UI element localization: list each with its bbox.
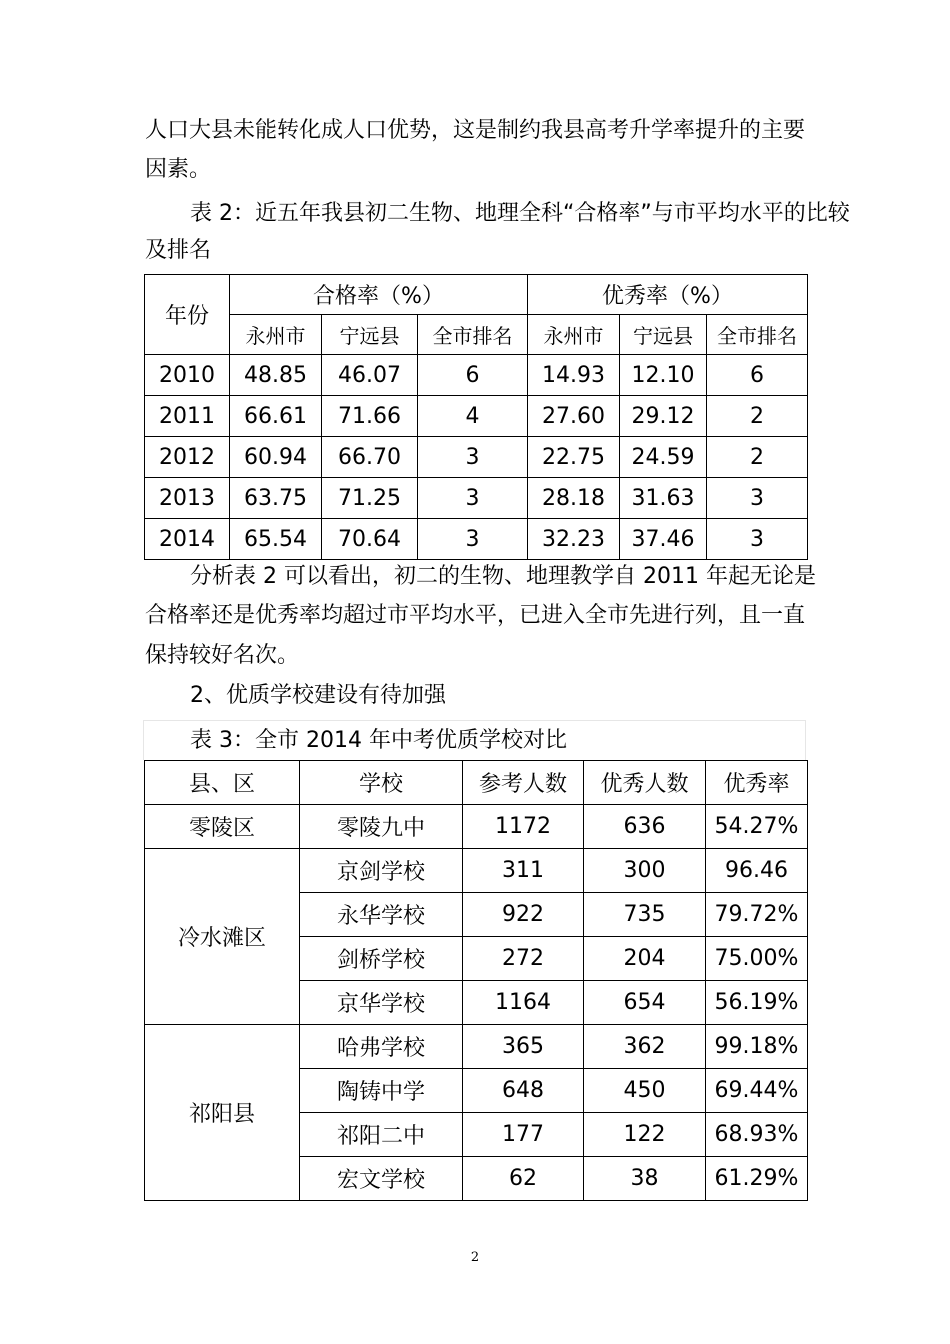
table-row [145,437,808,478]
table-cell: 56.19% [706,981,808,1025]
column-header: 参考人数 [463,761,584,805]
table-cell: 272 [463,937,584,981]
column-header: 永州市 [230,315,322,355]
table-cell: 300 [584,849,706,893]
column-header: 全市排名 [707,315,808,355]
page-number: 2 [470,1250,480,1265]
table-cell: 1164 [463,981,584,1025]
table-cell: 31.63 [620,478,707,519]
table-cell: 4 [418,396,528,437]
table3 [144,760,808,1201]
table-cell: 1172 [463,805,584,849]
school-cell: 宏文学校 [300,1157,463,1201]
table-cell: 69.44% [706,1069,808,1113]
table3-caption: 表 3：全市 2014 年中考优质学校对比 [143,720,806,760]
table2 [144,274,808,560]
table-cell: 2010 [145,355,230,396]
table-cell: 3 [418,519,528,560]
table-cell: 14.93 [528,355,620,396]
table-cell: 2 [707,437,808,478]
table-cell: 71.66 [322,396,418,437]
table-cell: 3 [707,519,808,560]
table-cell: 122 [584,1113,706,1157]
table-row [145,478,808,519]
table-row [145,805,808,849]
table-cell: 96.46 [706,849,808,893]
section-heading: 2、优质学校建设有待加强 [190,683,446,708]
column-header: 优秀率 [706,761,808,805]
analysis-paragraph-line: 保持较好名次。 [145,643,300,668]
table-row [145,519,808,560]
table-cell: 3 [418,478,528,519]
column-header: 宁远县 [620,315,707,355]
analysis-paragraph-line: 合格率还是优秀率均超过市平均水平，已进入全市先进行列，且一直 [145,603,806,628]
table-cell: 3 [707,478,808,519]
column-header: 全市排名 [418,315,528,355]
table-cell: 648 [463,1069,584,1113]
table-cell: 63.75 [230,478,322,519]
table-cell: 2014 [145,519,230,560]
table-cell: 636 [584,805,706,849]
table2-title: 表 2：近五年我县初二生物、地理全科“合格率”与市平均水平的比较 [190,201,850,226]
table-cell: 65.54 [230,519,322,560]
table-cell: 2 [707,396,808,437]
table-cell: 27.60 [528,396,620,437]
table-cell: 6 [418,355,528,396]
paragraph-line: 因素。 [145,157,212,182]
table-cell: 2011 [145,396,230,437]
table-cell: 46.07 [322,355,418,396]
excellent-rate-group-header: 优秀率（%） [528,275,808,315]
year-header: 年份 [145,275,230,355]
school-cell: 陶铸中学 [300,1069,463,1113]
column-header: 优秀人数 [584,761,706,805]
table2-title-cont: 及排名 [145,238,212,263]
table-cell: 365 [463,1025,584,1069]
table-cell: 32.23 [528,519,620,560]
table-cell: 204 [584,937,706,981]
table-cell: 79.72% [706,893,808,937]
table-cell: 28.18 [528,478,620,519]
table-cell: 62 [463,1157,584,1201]
table-cell: 66.70 [322,437,418,478]
table-header-row [145,761,808,805]
table-row [145,355,808,396]
column-header: 永州市 [528,315,620,355]
district-cell: 冷水滩区 [145,849,300,1025]
table-cell: 12.10 [620,355,707,396]
table-cell: 2013 [145,478,230,519]
table-cell: 54.27% [706,805,808,849]
table-cell: 66.61 [230,396,322,437]
school-cell: 永华学校 [300,893,463,937]
table-cell: 362 [584,1025,706,1069]
table-cell: 29.12 [620,396,707,437]
table-cell: 311 [463,849,584,893]
table-row [145,396,808,437]
table-cell: 22.75 [528,437,620,478]
table-cell: 24.59 [620,437,707,478]
table-cell: 70.64 [322,519,418,560]
table-cell: 654 [584,981,706,1025]
table-cell: 71.25 [322,478,418,519]
table-cell: 6 [707,355,808,396]
table-cell: 37.46 [620,519,707,560]
district-cell: 零陵区 [145,805,300,849]
school-cell: 京华学校 [300,981,463,1025]
table-cell: 177 [463,1113,584,1157]
column-header: 学校 [300,761,463,805]
district-cell: 祁阳县 [145,1025,300,1201]
school-cell: 京剑学校 [300,849,463,893]
pass-rate-group-header: 合格率（%） [230,275,528,315]
table-cell: 38 [584,1157,706,1201]
table-row [145,1025,808,1069]
table-cell: 99.18% [706,1025,808,1069]
table-cell: 3 [418,437,528,478]
school-cell: 祁阳二中 [300,1113,463,1157]
table-cell: 75.00% [706,937,808,981]
table-cell: 2012 [145,437,230,478]
table-cell: 735 [584,893,706,937]
paragraph-line: 人口大县未能转化成人口优势，这是制约我县高考升学率提升的主要 [145,118,806,143]
column-header: 县、区 [145,761,300,805]
table-cell: 60.94 [230,437,322,478]
table-row [145,849,808,893]
school-cell: 哈弗学校 [300,1025,463,1069]
school-cell: 零陵九中 [300,805,463,849]
school-cell: 剑桥学校 [300,937,463,981]
table-cell: 450 [584,1069,706,1113]
table-cell: 68.93% [706,1113,808,1157]
table-cell: 922 [463,893,584,937]
analysis-paragraph-line: 分析表 2 可以看出，初二的生物、地理教学自 2011 年起无论是 [190,564,816,589]
column-header: 宁远县 [322,315,418,355]
table-cell: 61.29% [706,1157,808,1201]
table-cell: 48.85 [230,355,322,396]
